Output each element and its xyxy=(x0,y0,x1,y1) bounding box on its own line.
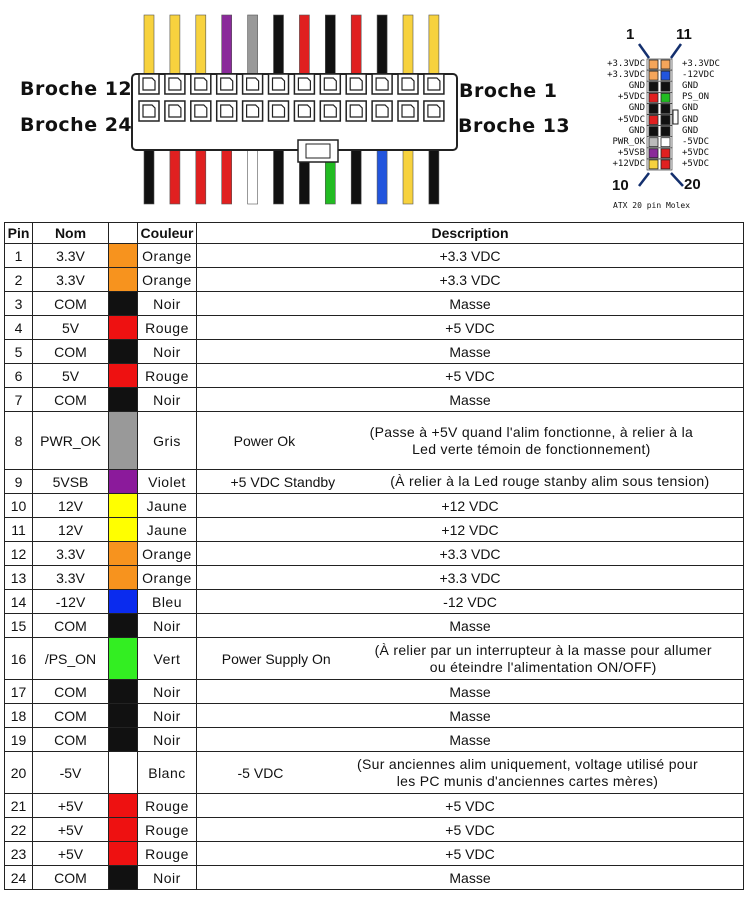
description-cell: +5 VDC xyxy=(197,818,744,842)
bottom-wires xyxy=(144,148,439,204)
table-row xyxy=(5,752,744,794)
bottom-wire xyxy=(248,148,258,204)
color-swatch xyxy=(109,794,138,818)
molex-right-label: PS_ON xyxy=(682,92,710,103)
molex-pin-cell xyxy=(649,116,658,125)
couleur-cell: Noir xyxy=(138,704,197,728)
table-row xyxy=(5,818,744,842)
nom-cell: +5V xyxy=(33,842,109,866)
description-short: -5 VDC xyxy=(237,764,284,781)
nom-cell: COM xyxy=(33,388,109,412)
color-swatch xyxy=(109,412,138,470)
molex-pin-1-number: 1 xyxy=(626,26,635,43)
top-wire xyxy=(299,15,309,77)
top-wire xyxy=(351,15,361,77)
molex-pin-cell xyxy=(661,138,670,147)
header-couleur: Couleur xyxy=(138,223,197,244)
color-swatch xyxy=(109,388,138,412)
couleur-cell: Noir xyxy=(138,680,197,704)
molex-right-label: -5VDC xyxy=(682,136,710,147)
nom-cell: 3.3V xyxy=(33,566,109,590)
molex-pin-cell xyxy=(649,149,658,158)
table-row xyxy=(5,494,744,518)
color-swatch xyxy=(109,292,138,316)
table-row xyxy=(5,704,744,728)
bottom-wire xyxy=(351,148,361,204)
description-detail: (À relier par un interrupteur à la masse pour allumer ou éteindre l'alimentation ON/OFF) xyxy=(374,641,712,675)
nom-cell: 3.3V xyxy=(33,268,109,292)
connector-pin-socket xyxy=(143,78,155,90)
couleur-cell: Rouge xyxy=(138,818,197,842)
couleur-cell: Orange xyxy=(138,268,197,292)
table-row xyxy=(5,388,744,412)
pin-cell: 22 xyxy=(5,818,33,842)
molex-left-label: GND xyxy=(628,125,645,136)
molex-pin-cell xyxy=(661,104,670,113)
molex-left-label: +3.3VDC xyxy=(607,70,645,81)
header-swatch xyxy=(109,223,138,244)
top-wires xyxy=(144,15,439,77)
description-cell xyxy=(197,470,744,494)
description-detail: (Passe à +5V quand l'alim fonctionne, à relier à la Led verte témoin de fonctionnement) xyxy=(369,423,694,457)
description-cell: +5 VDC xyxy=(197,364,744,388)
top-wire xyxy=(325,15,335,77)
molex-left-label: GND xyxy=(628,103,645,114)
molex-pin-cell xyxy=(661,93,670,102)
table-row xyxy=(5,728,744,752)
connector-pin-socket xyxy=(350,78,362,90)
nom-cell: COM xyxy=(33,728,109,752)
color-swatch xyxy=(109,752,138,794)
pin-cell: 8 xyxy=(5,412,33,470)
color-swatch xyxy=(109,494,138,518)
couleur-cell: Orange xyxy=(138,244,197,268)
molex-pin-cell xyxy=(661,127,670,136)
couleur-cell: Blanc xyxy=(138,752,197,794)
top-wire xyxy=(274,15,284,77)
couleur-cell: Rouge xyxy=(138,794,197,818)
couleur-cell: Noir xyxy=(138,292,197,316)
table-row xyxy=(5,518,744,542)
nom-cell: 5V xyxy=(33,316,109,340)
molex-pin-cell xyxy=(649,82,658,91)
pin-cell: 7 xyxy=(5,388,33,412)
nom-cell: 12V xyxy=(33,494,109,518)
connector-pin-socket xyxy=(428,105,440,117)
couleur-cell: Rouge xyxy=(138,842,197,866)
atx-20-pin-molex-diagram xyxy=(585,26,747,216)
description-cell: Masse xyxy=(197,614,744,638)
top-wire xyxy=(403,15,413,77)
molex-left-label: +12VDC xyxy=(612,158,645,169)
top-wire xyxy=(248,15,258,77)
description-cell: Masse xyxy=(197,866,744,890)
color-swatch xyxy=(109,680,138,704)
connector-pin-socket xyxy=(247,105,259,117)
pin-cell: 21 xyxy=(5,794,33,818)
molex-pin-cell xyxy=(649,127,658,136)
pin-cell: 1 xyxy=(5,244,33,268)
top-wire xyxy=(144,15,154,77)
description-cell: Masse xyxy=(197,728,744,752)
description-detail: (Sur anciennes alim uniquement, voltage utilisé pour les PC munis d'anciennes cartes mères) xyxy=(357,755,698,789)
molex-pin-cell xyxy=(649,60,658,69)
molex-caption: ATX 20 pin Molex xyxy=(613,201,691,210)
molex-pin-cell xyxy=(661,60,670,69)
molex-left-label: +5VSB xyxy=(617,147,645,158)
couleur-cell: Rouge xyxy=(138,316,197,340)
bottom-wire xyxy=(222,148,232,204)
table-row xyxy=(5,470,744,494)
description-cell xyxy=(197,638,744,680)
nom-cell: +5V xyxy=(33,818,109,842)
connector-pin-socket xyxy=(324,105,336,117)
nom-cell: 3.3V xyxy=(33,542,109,566)
color-swatch xyxy=(109,470,138,494)
color-swatch xyxy=(109,244,138,268)
description-cell xyxy=(197,752,744,794)
couleur-cell: Jaune xyxy=(138,518,197,542)
couleur-cell: Noir xyxy=(138,614,197,638)
connector-pin-socket xyxy=(195,78,207,90)
color-swatch xyxy=(109,518,138,542)
couleur-cell: Bleu xyxy=(138,590,197,614)
nom-cell: COM xyxy=(33,292,109,316)
color-swatch xyxy=(109,728,138,752)
table-row xyxy=(5,638,744,680)
pin-cell: 23 xyxy=(5,842,33,866)
molex-left-label: +5VDC xyxy=(617,92,645,103)
molex-pin-cell xyxy=(649,71,658,80)
nom-cell: 5V xyxy=(33,364,109,388)
description-cell: -12 VDC xyxy=(197,590,744,614)
table-row xyxy=(5,794,744,818)
nom-cell: COM xyxy=(33,704,109,728)
table-row xyxy=(5,566,744,590)
description-cell xyxy=(197,412,744,470)
atx-24-pin-connector-diagram xyxy=(0,0,580,215)
connector-pin-socket xyxy=(221,78,233,90)
molex-pin-cell xyxy=(649,138,658,147)
table-row xyxy=(5,614,744,638)
molex-pin-cell xyxy=(661,160,670,169)
color-swatch xyxy=(109,638,138,680)
table-row xyxy=(5,268,744,292)
nom-cell: -5V xyxy=(33,752,109,794)
header-pin: Pin xyxy=(5,223,33,244)
color-swatch xyxy=(109,614,138,638)
description-short: +5 VDC Standby xyxy=(230,473,336,490)
nom-cell: COM xyxy=(33,680,109,704)
broche-1-label: Broche 1 xyxy=(459,80,558,102)
connector-pin-socket xyxy=(169,78,181,90)
color-swatch xyxy=(109,316,138,340)
pin-cell: 20 xyxy=(5,752,33,794)
broche-13-label: Broche 13 xyxy=(458,115,571,137)
couleur-cell: Orange xyxy=(138,566,197,590)
table-row xyxy=(5,842,744,866)
nom-cell: -12V xyxy=(33,590,109,614)
description-cell: +5 VDC xyxy=(197,794,744,818)
color-swatch xyxy=(109,364,138,388)
couleur-cell: Noir xyxy=(138,728,197,752)
description-cell: Masse xyxy=(197,704,744,728)
nom-cell: 3.3V xyxy=(33,244,109,268)
molex-right-label: GND xyxy=(682,125,699,136)
pin-cell: 4 xyxy=(5,316,33,340)
connector-pin-socket xyxy=(324,78,336,90)
color-swatch xyxy=(109,340,138,364)
nom-cell: COM xyxy=(33,866,109,890)
molex-right-label: GND xyxy=(682,81,699,92)
molex-pin-cell xyxy=(661,82,670,91)
couleur-cell: Orange xyxy=(138,542,197,566)
color-swatch xyxy=(109,818,138,842)
description-cell: +3.3 VDC xyxy=(197,268,744,292)
pin-cell: 13 xyxy=(5,566,33,590)
couleur-cell: Violet xyxy=(138,470,197,494)
broche-12-label: Broche 12 xyxy=(20,78,133,100)
couleur-cell: Jaune xyxy=(138,494,197,518)
pin-cell: 15 xyxy=(5,614,33,638)
molex-right-label: +3.3VDC xyxy=(682,59,720,69)
color-swatch xyxy=(109,704,138,728)
nom-cell: 5VSB xyxy=(33,470,109,494)
bottom-wire xyxy=(274,148,284,204)
table-header-row xyxy=(5,223,744,244)
pin-cell: 17 xyxy=(5,680,33,704)
couleur-cell: Vert xyxy=(138,638,197,680)
color-swatch xyxy=(109,590,138,614)
description-cell: +3.3 VDC xyxy=(197,244,744,268)
description-cell: +3.3 VDC xyxy=(197,542,744,566)
connector-pin-socket xyxy=(428,78,440,90)
table-row xyxy=(5,364,744,388)
color-swatch xyxy=(109,866,138,890)
pin-cell: 9 xyxy=(5,470,33,494)
pin-cell: 12 xyxy=(5,542,33,566)
molex-pin-cell xyxy=(661,149,670,158)
molex-left-label: GND xyxy=(628,81,645,92)
molex-left-label: PWR_OK xyxy=(612,136,645,147)
pin-cell: 11 xyxy=(5,518,33,542)
pin-cell: 24 xyxy=(5,866,33,890)
bottom-wire xyxy=(429,148,439,204)
top-wire xyxy=(377,15,387,77)
table-row xyxy=(5,244,744,268)
color-swatch xyxy=(109,542,138,566)
molex-right-label: +5VDC xyxy=(682,158,710,169)
molex-pin-20-number: 20 xyxy=(684,176,701,193)
description-short: Power Ok xyxy=(233,432,296,449)
top-wire xyxy=(429,15,439,77)
table-row xyxy=(5,316,744,340)
color-swatch xyxy=(109,566,138,590)
description-cell: Masse xyxy=(197,340,744,364)
connector-pin-socket xyxy=(376,105,388,117)
nom-cell: PWR_OK xyxy=(33,412,109,470)
table-row xyxy=(5,292,744,316)
couleur-cell: Noir xyxy=(138,388,197,412)
molex-pin-cell xyxy=(649,160,658,169)
nom-cell: COM xyxy=(33,340,109,364)
molex-grid xyxy=(585,26,747,216)
bottom-wire xyxy=(144,148,154,204)
molex-left-label: +5VDC xyxy=(617,114,645,125)
header-nom: Nom xyxy=(33,223,109,244)
top-wire xyxy=(170,15,180,77)
connector-pin-socket xyxy=(221,105,233,117)
pin-cell: 18 xyxy=(5,704,33,728)
description-detail: (À relier à la Led rouge stanby alim sous tension) xyxy=(390,473,710,489)
molex-pin-cell xyxy=(649,93,658,102)
connector-pin-socket xyxy=(143,105,155,117)
molex-right-label: GND xyxy=(682,103,699,114)
color-swatch xyxy=(109,842,138,866)
couleur-cell: Noir xyxy=(138,866,197,890)
connector-pin-socket xyxy=(298,78,310,90)
pin-cell: 19 xyxy=(5,728,33,752)
connector-pin-socket xyxy=(350,105,362,117)
table-row xyxy=(5,680,744,704)
connector-pin-socket xyxy=(195,105,207,117)
table-row xyxy=(5,412,744,470)
broche-24-label: Broche 24 xyxy=(20,114,133,136)
table-row xyxy=(5,866,744,890)
connector-pin-socket xyxy=(169,105,181,117)
description-cell: +12 VDC xyxy=(197,494,744,518)
nom-cell: 12V xyxy=(33,518,109,542)
top-wire xyxy=(222,15,232,77)
connector-pin-socket xyxy=(376,78,388,90)
pin-cell: 5 xyxy=(5,340,33,364)
pin-cell: 16 xyxy=(5,638,33,680)
molex-pin-10-number: 10 xyxy=(612,177,629,194)
connector-pin-socket xyxy=(273,78,285,90)
connector-pin-socket xyxy=(298,105,310,117)
nom-cell: /PS_ON xyxy=(33,638,109,680)
table-row xyxy=(5,340,744,364)
molex-pin-cell xyxy=(649,104,658,113)
connector-pin-socket xyxy=(402,105,414,117)
molex-right-label: -12VDC xyxy=(682,70,715,81)
connector-pin-socket xyxy=(402,78,414,90)
description-short: Power Supply On xyxy=(221,650,331,667)
bottom-wire xyxy=(196,148,206,204)
pin-cell: 3 xyxy=(5,292,33,316)
table-row xyxy=(5,590,744,614)
couleur-cell: Rouge xyxy=(138,364,197,388)
description-cell: Masse xyxy=(197,680,744,704)
description-cell: +3.3 VDC xyxy=(197,566,744,590)
couleur-cell: Gris xyxy=(138,412,197,470)
description-cell: Masse xyxy=(197,292,744,316)
bottom-wire xyxy=(377,148,387,204)
molex-pin-cell xyxy=(661,116,670,125)
pin-cell: 10 xyxy=(5,494,33,518)
molex-pin-cell xyxy=(661,71,670,80)
molex-right-label: GND xyxy=(682,114,699,125)
table-row xyxy=(5,542,744,566)
nom-cell: +5V xyxy=(33,794,109,818)
top-wire xyxy=(196,15,206,77)
bottom-wire xyxy=(170,148,180,204)
pinout-table xyxy=(4,222,744,890)
pin-cell: 14 xyxy=(5,590,33,614)
color-swatch xyxy=(109,268,138,292)
molex-right-label: +5VDC xyxy=(682,147,710,158)
description-cell: +5 VDC xyxy=(197,316,744,340)
description-cell: +12 VDC xyxy=(197,518,744,542)
molex-left-label: +3.3VDC xyxy=(607,59,645,69)
couleur-cell: Noir xyxy=(138,340,197,364)
description-cell: +5 VDC xyxy=(197,842,744,866)
connector-pin-socket xyxy=(273,105,285,117)
description-cell: Masse xyxy=(197,388,744,412)
pin-cell: 6 xyxy=(5,364,33,388)
nom-cell: COM xyxy=(33,614,109,638)
pin-cell: 2 xyxy=(5,268,33,292)
header-description: Description xyxy=(197,223,744,244)
bottom-wire xyxy=(403,148,413,204)
molex-pin-11-number: 11 xyxy=(676,26,692,43)
connector-pin-socket xyxy=(247,78,259,90)
